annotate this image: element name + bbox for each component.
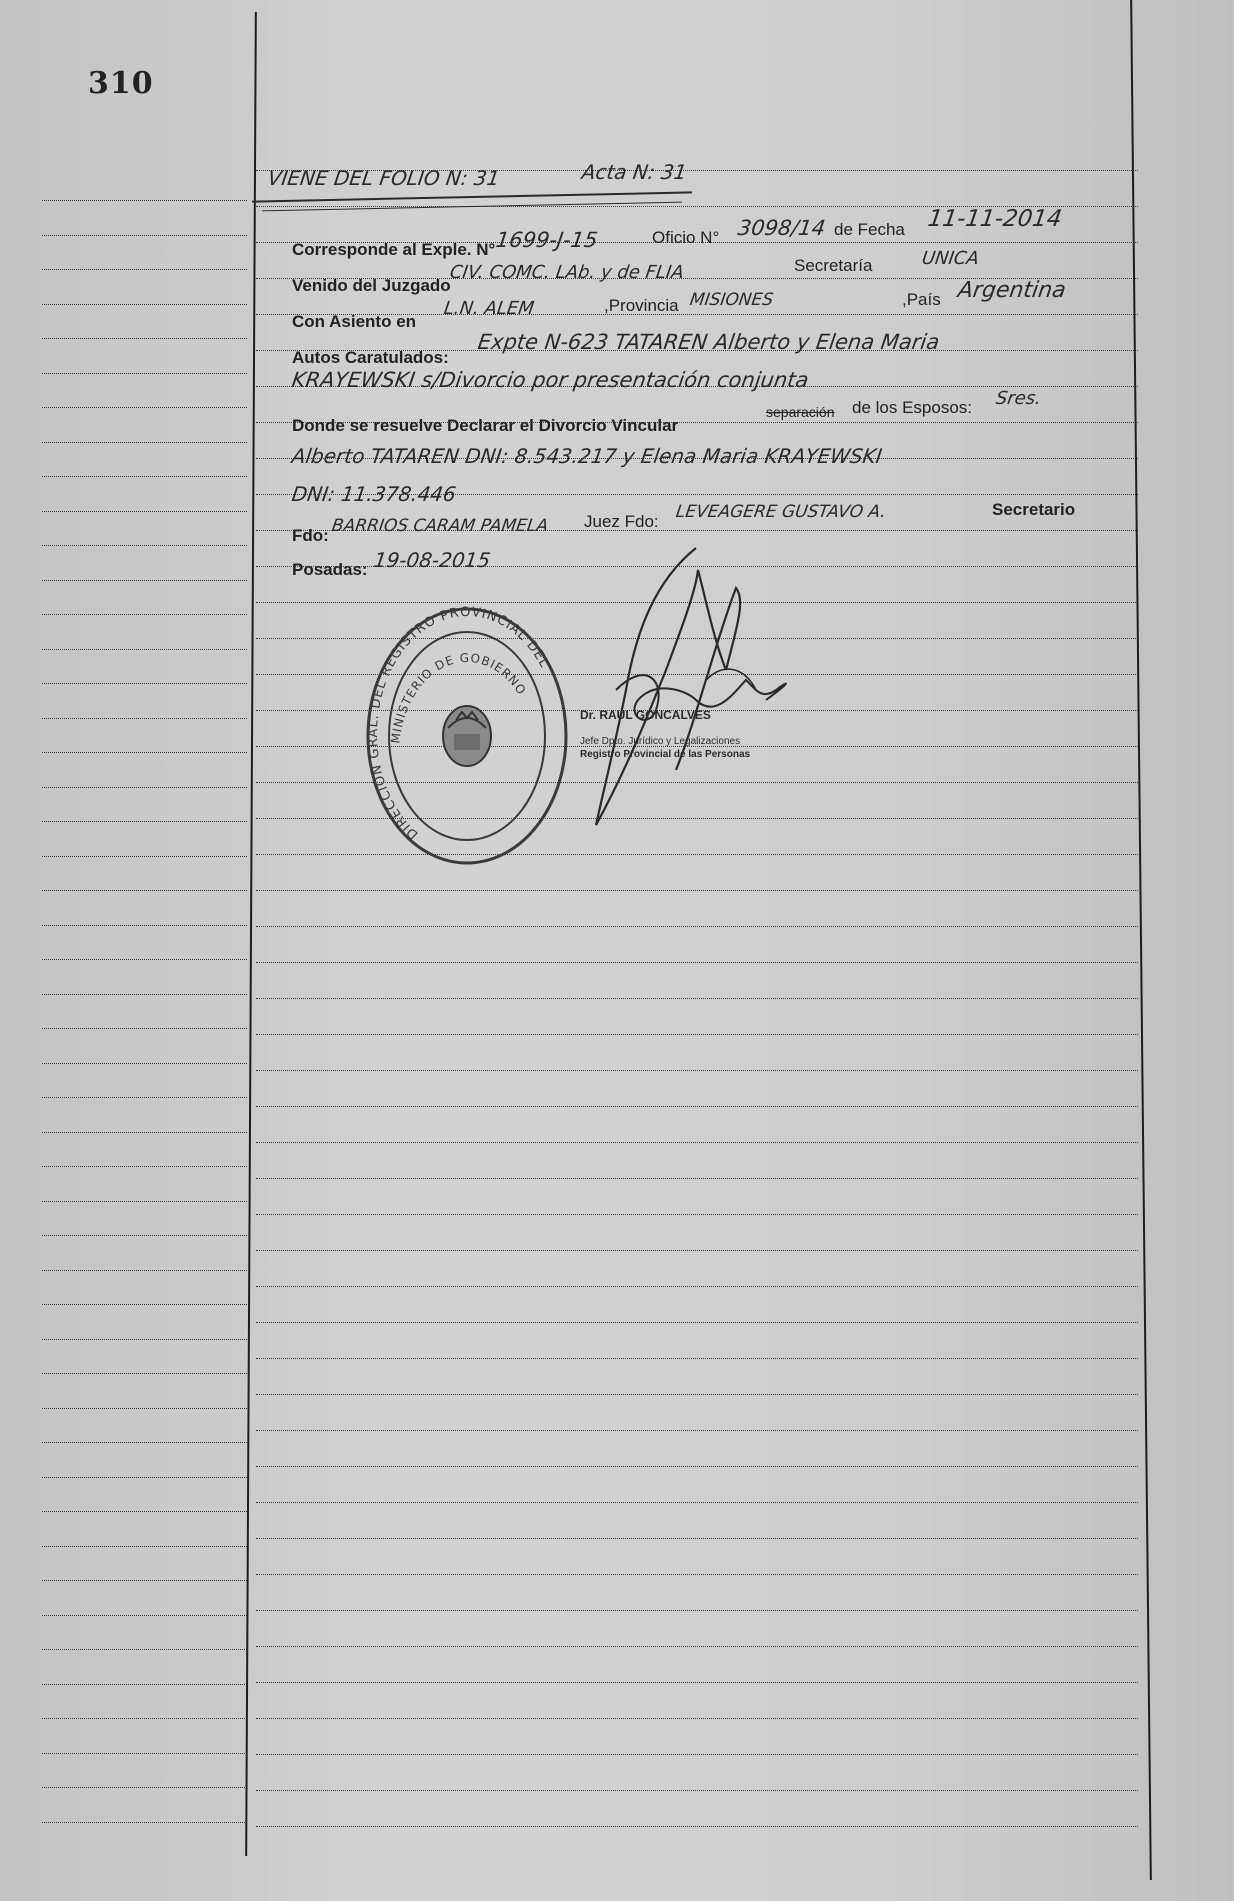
posadas-value: 19-08-2015 bbox=[372, 548, 492, 572]
corresponde-label: Corresponde al Exple. N° bbox=[292, 240, 496, 259]
body-ruled-line bbox=[256, 998, 1138, 999]
body-ruled-line bbox=[256, 1646, 1138, 1647]
oficio-value: 3098/14 bbox=[736, 216, 827, 240]
separacion-label: separación bbox=[766, 404, 835, 420]
provincia-label: ,Provincia bbox=[604, 296, 679, 315]
margin-ruled-line bbox=[42, 614, 247, 615]
margin-ruled-line bbox=[42, 1787, 247, 1788]
right-margin-rule bbox=[1130, 0, 1152, 1880]
asiento-label: Con Asiento en bbox=[292, 312, 417, 331]
folio-reference: VIENE DEL FOLIO N: 31 bbox=[266, 166, 502, 190]
fdo-value: BARRIOS CARAM PAMELA bbox=[330, 516, 550, 536]
seal-inner-text: MINISTERIO DE GOBIERNO bbox=[388, 650, 530, 745]
body-ruled-line bbox=[256, 1718, 1138, 1719]
margin-ruled-line bbox=[42, 959, 247, 960]
body-ruled-line bbox=[256, 1322, 1138, 1323]
margin-ruled-line bbox=[42, 925, 247, 926]
signer-role: Jefe Dpto. Jurídico y Legalizaciones bbox=[580, 736, 741, 747]
margin-ruled-line bbox=[42, 511, 247, 512]
margin-ruled-line bbox=[42, 890, 247, 891]
margin-ruled-line bbox=[42, 1028, 247, 1029]
body-ruled-line bbox=[256, 1358, 1138, 1359]
margin-ruled-line bbox=[42, 235, 247, 236]
margin-ruled-line bbox=[42, 407, 247, 408]
signature-block bbox=[580, 708, 750, 760]
margin-ruled-line bbox=[42, 1822, 247, 1823]
margin-ruled-line bbox=[42, 304, 247, 305]
margin-ruled-line bbox=[42, 1580, 247, 1581]
margin-ruled-line bbox=[42, 752, 247, 753]
margin-ruled-line bbox=[42, 1511, 247, 1512]
margin-ruled-line bbox=[42, 373, 247, 374]
pais-label: ,País bbox=[902, 290, 941, 309]
margin-ruled-line bbox=[42, 1132, 247, 1133]
margin-ruled-line bbox=[42, 856, 247, 857]
juez-label: Juez Fdo: bbox=[584, 512, 659, 531]
margin-ruled-line bbox=[42, 718, 247, 719]
esposos-line-2: DNI: 11.378.446 bbox=[290, 482, 458, 506]
acta-reference: Acta N: 31 bbox=[580, 160, 689, 184]
margin-ruled-line bbox=[42, 1270, 247, 1271]
margin-ruled-line bbox=[42, 1373, 247, 1374]
body-ruled-line bbox=[256, 1070, 1138, 1071]
body-ruled-line bbox=[256, 1214, 1138, 1215]
header-underline bbox=[252, 191, 692, 202]
fecha-value: 11-11-2014 bbox=[926, 206, 1064, 232]
esposos-line-1: Alberto TATAREN DNI: 8.543.217 y Elena Maria KRAYEWSKI bbox=[290, 444, 884, 468]
body-ruled-line bbox=[256, 1286, 1138, 1287]
body-ruled-line bbox=[256, 1574, 1138, 1575]
body-ruled-line bbox=[256, 962, 1138, 963]
left-margin-rule bbox=[245, 12, 257, 1856]
margin-ruled-line bbox=[42, 269, 247, 270]
donde-label: Donde se resuelve Declarar el Divorcio Vincular bbox=[292, 416, 679, 435]
autos-line-1: Expte N-623 TATAREN Alberto y Elena Maria bbox=[476, 330, 941, 354]
provincia-value: MISIONES bbox=[688, 290, 775, 310]
margin-ruled-line bbox=[42, 1339, 247, 1340]
coat-of-arms-icon bbox=[443, 706, 491, 766]
margin-ruled-line bbox=[42, 821, 247, 822]
body-ruled-line bbox=[256, 1034, 1138, 1035]
body-ruled-line bbox=[256, 926, 1138, 927]
margin-ruled-line bbox=[42, 1477, 247, 1478]
margin-ruled-line bbox=[42, 476, 247, 477]
body-ruled-line bbox=[256, 1106, 1138, 1107]
secretaria-value: UNICA bbox=[920, 248, 981, 269]
official-seal bbox=[364, 604, 570, 868]
margin-ruled-line bbox=[42, 994, 247, 995]
signer-office: Registro Provincial de las Personas bbox=[580, 749, 751, 760]
margin-ruled-line bbox=[42, 338, 247, 339]
margin-ruled-line bbox=[42, 580, 247, 581]
body-ruled-line bbox=[256, 1682, 1138, 1683]
body-ruled-line bbox=[256, 1250, 1138, 1251]
venido-label: Venido del Juzgado bbox=[292, 276, 451, 295]
margin-ruled-line bbox=[42, 1753, 247, 1754]
secretaria-label: Secretaría bbox=[794, 256, 873, 275]
seal-outer-text: DIRECCIÓN GRAL. DEL REGISTRO PROVINCIAL DEL bbox=[366, 604, 552, 842]
oficio-label: Oficio N° bbox=[652, 228, 720, 247]
esposos-value: Sres. bbox=[994, 388, 1043, 409]
margin-ruled-line bbox=[42, 1097, 247, 1098]
margin-ruled-line bbox=[42, 1684, 247, 1685]
page-number: 310 bbox=[88, 66, 154, 101]
body-ruled-line bbox=[256, 1142, 1138, 1143]
body-ruled-line bbox=[256, 1790, 1138, 1791]
margin-ruled-line bbox=[42, 442, 247, 443]
posadas-label: Posadas: bbox=[292, 560, 368, 579]
body-ruled-line bbox=[256, 890, 1138, 891]
body-ruled-line bbox=[256, 1178, 1138, 1179]
margin-ruled-line bbox=[42, 1442, 247, 1443]
signer-name: Dr. RAUL GONCALVES bbox=[580, 708, 711, 722]
esposos-label: de los Esposos: bbox=[852, 398, 973, 417]
body-ruled-line bbox=[256, 1502, 1138, 1503]
body-ruled-line bbox=[256, 1538, 1138, 1539]
margin-ruled-line bbox=[42, 1063, 247, 1064]
body-ruled-line bbox=[256, 1430, 1138, 1431]
body-ruled-line bbox=[256, 1754, 1138, 1755]
fecha-label: de Fecha bbox=[834, 220, 905, 239]
margin-ruled-line bbox=[42, 1235, 247, 1236]
body-ruled-line bbox=[256, 1826, 1138, 1827]
margin-ruled-line bbox=[42, 1615, 247, 1616]
margin-ruled-line bbox=[42, 1201, 247, 1202]
margin-ruled-line bbox=[42, 1718, 247, 1719]
margin-ruled-line bbox=[42, 545, 247, 546]
margin-ruled-line bbox=[42, 649, 247, 650]
asiento-value: L.N. ALEM bbox=[442, 298, 536, 319]
corresponde-value: 1699-J-15 bbox=[494, 228, 600, 252]
body-ruled-line bbox=[256, 1394, 1138, 1395]
margin-ruled-line bbox=[42, 1304, 247, 1305]
body-ruled-line bbox=[256, 1610, 1138, 1611]
margin-ruled-line bbox=[42, 1649, 247, 1650]
autos-line-2: KRAYEWSKI s/Divorcio por presentación conjunta bbox=[290, 368, 811, 392]
secretario-label: Secretario bbox=[992, 500, 1076, 519]
margin-ruled-line bbox=[42, 683, 247, 684]
pais-value: Argentina bbox=[956, 278, 1068, 303]
venido-value: CIV. COMC. LAb. y de FLIA bbox=[448, 262, 686, 283]
margin-ruled-line bbox=[42, 1546, 247, 1547]
margin-ruled-line bbox=[42, 1166, 247, 1167]
margin-ruled-line bbox=[42, 787, 247, 788]
body-ruled-line bbox=[256, 1466, 1138, 1467]
juez-value: LEVEAGERE GUSTAVO A. bbox=[674, 502, 888, 522]
margin-ruled-line bbox=[42, 200, 247, 201]
autos-label: Autos Caratulados: bbox=[292, 348, 449, 367]
fdo-label: Fdo: bbox=[292, 526, 329, 545]
handwritten-signature bbox=[586, 540, 806, 835]
margin-ruled-line bbox=[42, 1408, 247, 1409]
